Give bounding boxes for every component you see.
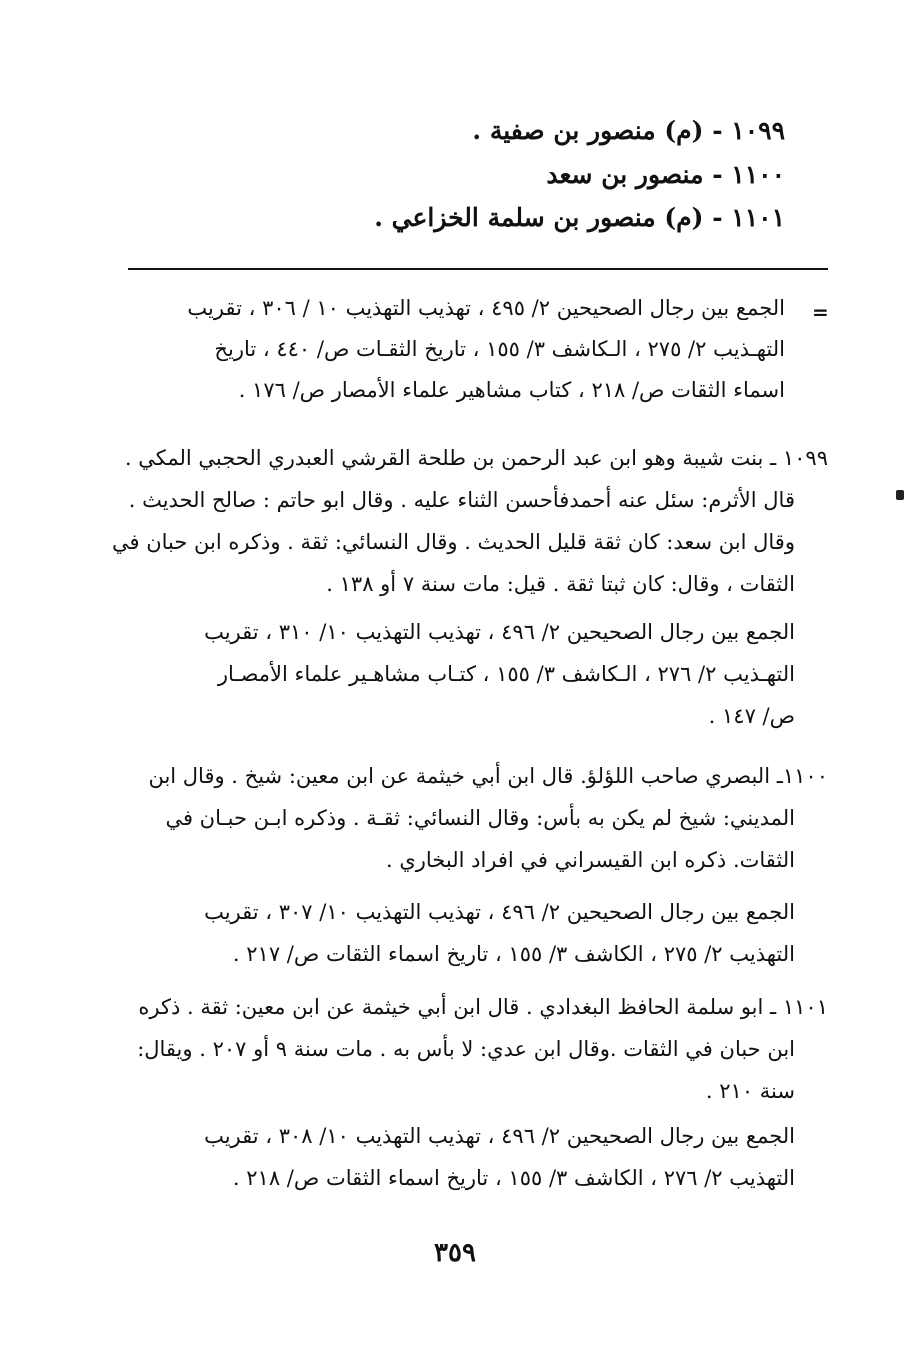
paragraph-line: التهذيب ٢/ ٢٧٦ ، الكاشف ٣/ ١٥٥ ، تاريخ اسماء الثقات ص/ ٢١٨ . [232,1166,795,1190]
paragraph-line: ص/ ١٤٧ . [708,704,795,728]
paragraph-line: ١١٠٠ـ البصري صاحب اللؤلؤ. قال ابن أبي خيثمة عن ابن معين: شيخ . وقال ابن [148,764,828,788]
paragraph-line: قال الأثرم: سئل عنه أحمدفأحسن الثناء عليه . وقال ابو حاتم : صالح الحديث . [128,488,795,512]
paragraph-line: الجمع بين رجال الصحيحين ٢/ ٤٩٥ ، تهذيب التهذيب ١٠ / ٣٠٦ ، تقريب [187,296,785,320]
page-number: ٣٥٩ [434,1238,476,1268]
paragraph-line: الجمع بين رجال الصحيحين ٢/ ٤٩٦ ، تهذيب التهذيب ١٠/ ٣٠٧ ، تقريب [204,900,795,924]
paragraph-line: ١١٠١ ـ ابو سلمة الحافظ البغدادي . قال ابن أبي خيثمة عن ابن معين: ثقة . ذكره [138,995,828,1019]
paragraph-line: الجمع بين رجال الصحيحين ٢/ ٤٩٦ ، تهذيب التهذيب ١٠/ ٣١٠ ، تقريب [204,620,795,644]
footnote-marker: = [812,300,829,324]
paragraph-line: سنة ٢١٠ . [705,1079,795,1103]
entry-heading-1100: ١١٠٠ - منصور بن سعد [546,160,785,189]
paragraph-line: المديني: شيخ لم يكن به بأس: وقال النسائي: ثقـة . وذكره ابـن حبـان في [165,806,795,830]
entry-heading-1101: ١١٠١ - (م) منصور بن سلمة الخزاعي . [374,203,785,232]
paragraph-line: التهـذيب ٢/ ٢٧٦ ، الـكاشف ٣/ ١٥٥ ، كتـاب مشاهـير علماء الأمصـار [217,662,795,686]
paragraph-line: التهـذيب ٢/ ٢٧٥ ، الـكاشف ٣/ ١٥٥ ، تاريخ الثقـات ص/ ٤٤٠ ، تاريخ [214,337,785,361]
paragraph-line: الجمع بين رجال الصحيحين ٢/ ٤٩٦ ، تهذيب التهذيب ١٠/ ٣٠٨ ، تقريب [204,1124,795,1148]
section-divider [128,268,828,270]
paragraph-line: اسماء الثقات ص/ ٢١٨ ، كتاب مشاهير علماء الأمصار ص/ ١٧٦ . [238,378,785,402]
paragraph-line: التهذيب ٢/ ٢٧٥ ، الكاشف ٣/ ١٥٥ ، تاريخ اسماء الثقات ص/ ٢١٧ . [232,942,795,966]
paragraph-line: ١٠٩٩ ـ بنت شيبة وهو ابن عبد الرحمن بن طلحة القرشي العبدري الحجبي المكي . [124,446,828,470]
margin-mark [896,490,904,500]
paragraph-line: الثقات. ذكره ابن القيسراني في افراد البخاري . [385,848,795,872]
paragraph-line: وقال ابن سعد: كان ثقة قليل الحديث . وقال النسائي: ثقة . وذكره ابن حبان في [112,530,795,554]
paragraph-line: الثقات ، وقال: كان ثبتا ثقة . قيل: مات سنة ٧ أو ١٣٨ . [326,572,795,596]
paragraph-line: ابن حبان في الثقات .وقال ابن عدي: لا بأس به . مات سنة ٩ أو ٢٠٧ . ويقال: [137,1037,795,1061]
entry-heading-1099: ١٠٩٩ - (م) منصور بن صفية . [472,116,785,145]
